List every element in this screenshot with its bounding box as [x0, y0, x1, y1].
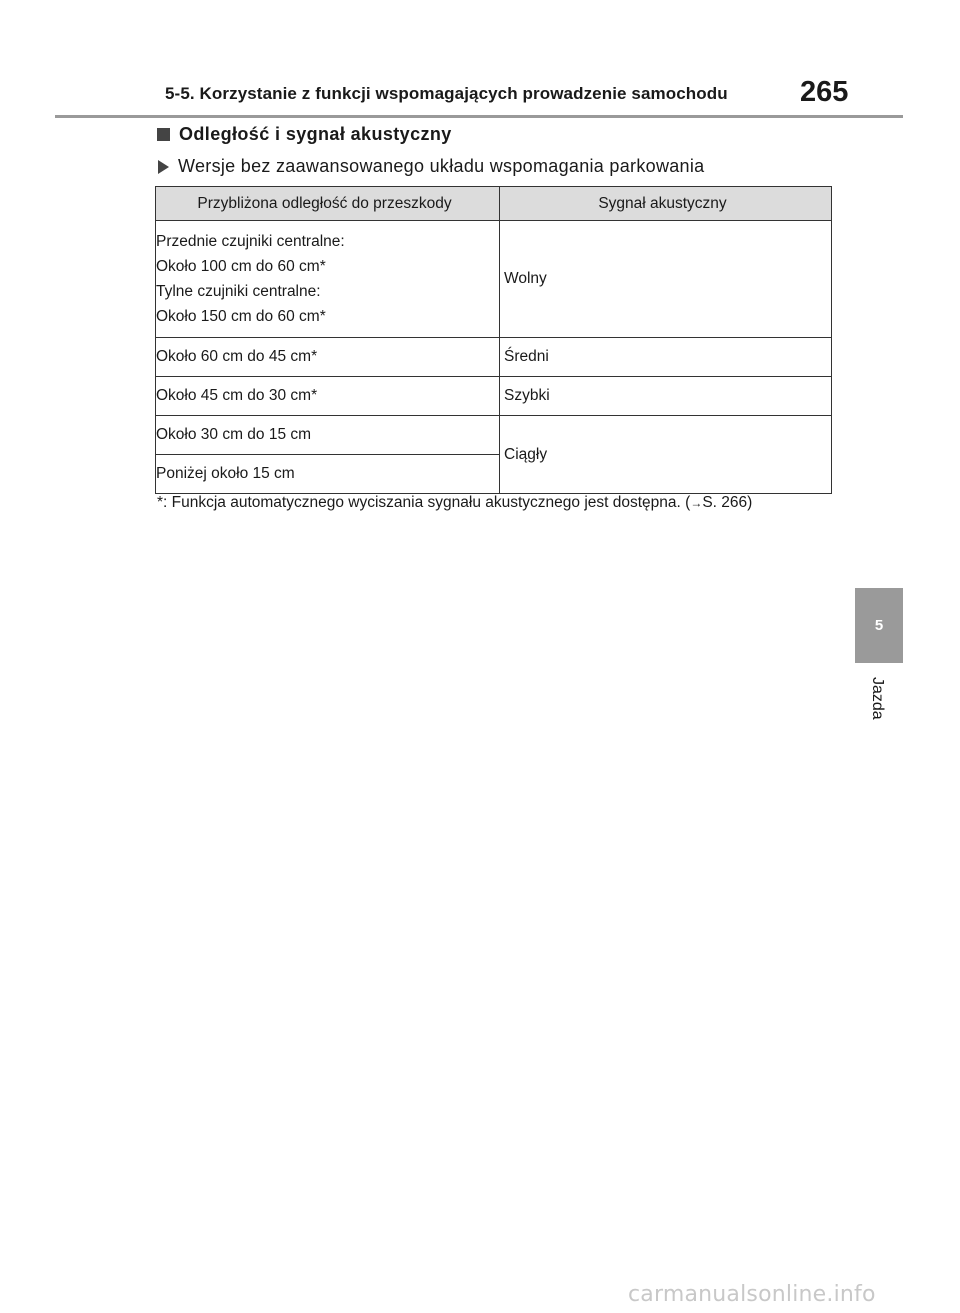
cell-line: Około 100 cm do 60 cm*: [156, 258, 326, 275]
table-cell-signal: Ciągły: [500, 416, 832, 494]
table-cell-distance: Około 45 cm do 30 cm*: [156, 377, 500, 416]
section-heading-text: Odległość i sygnał akustyczny: [179, 124, 452, 144]
header-divider: [55, 115, 903, 118]
page-number: 265: [800, 76, 849, 108]
table-cell-signal: Wolny: [500, 221, 832, 338]
table-cell-distance: [156, 221, 500, 338]
chapter-tab-number: 5: [874, 617, 884, 634]
sub-heading: [158, 156, 704, 177]
chapter-title: 5-5. Korzystanie z funkcji wspomagających prowadzenie samochodu: [165, 84, 728, 103]
table-cell-distance: Około 60 cm do 45 cm*: [156, 338, 500, 377]
table-row: [156, 338, 832, 377]
table-cell-signal: Średni: [500, 338, 832, 377]
footnote: [157, 494, 752, 512]
chapter-tab-label: Jazda: [869, 677, 886, 720]
section-heading: [157, 124, 452, 145]
cell-line: Przednie czujniki centralne:: [156, 233, 345, 250]
sub-heading-text: Wersje bez zaawansowanego układu wspomagania parkowania: [178, 156, 705, 176]
table-cell-distance: Około 30 cm do 15 cm: [156, 416, 500, 455]
chapter-tab[interactable]: [855, 588, 903, 663]
table-cell-distance: Poniżej około 15 cm: [156, 455, 500, 494]
footnote-reference-link[interactable]: S. 266): [702, 494, 753, 511]
distance-signal-table: [155, 186, 832, 494]
cell-line: Około 150 cm do 60 cm*: [156, 308, 326, 325]
table-header-row: [156, 187, 832, 221]
page-header: [0, 0, 960, 115]
cell-line: Tylne czujniki centralne:: [156, 283, 321, 300]
triangle-bullet-icon: [158, 160, 169, 174]
table-cell-signal: Szybki: [500, 377, 832, 416]
table-header-distance: Przybliżona odległość do przeszkody: [156, 187, 500, 221]
table-row: [156, 416, 832, 455]
footnote-text: *: Funkcja automatycznego wyciszania sygnału akustycznego jest dostępna. (: [157, 494, 691, 511]
arrow-right-icon: →: [690, 496, 703, 510]
square-bullet-icon: [157, 128, 170, 141]
table-row: [156, 377, 832, 416]
table-row: [156, 221, 832, 338]
watermark: carmanualsonline.info: [628, 1282, 876, 1307]
table-header-signal: Sygnał akustyczny: [500, 187, 832, 221]
